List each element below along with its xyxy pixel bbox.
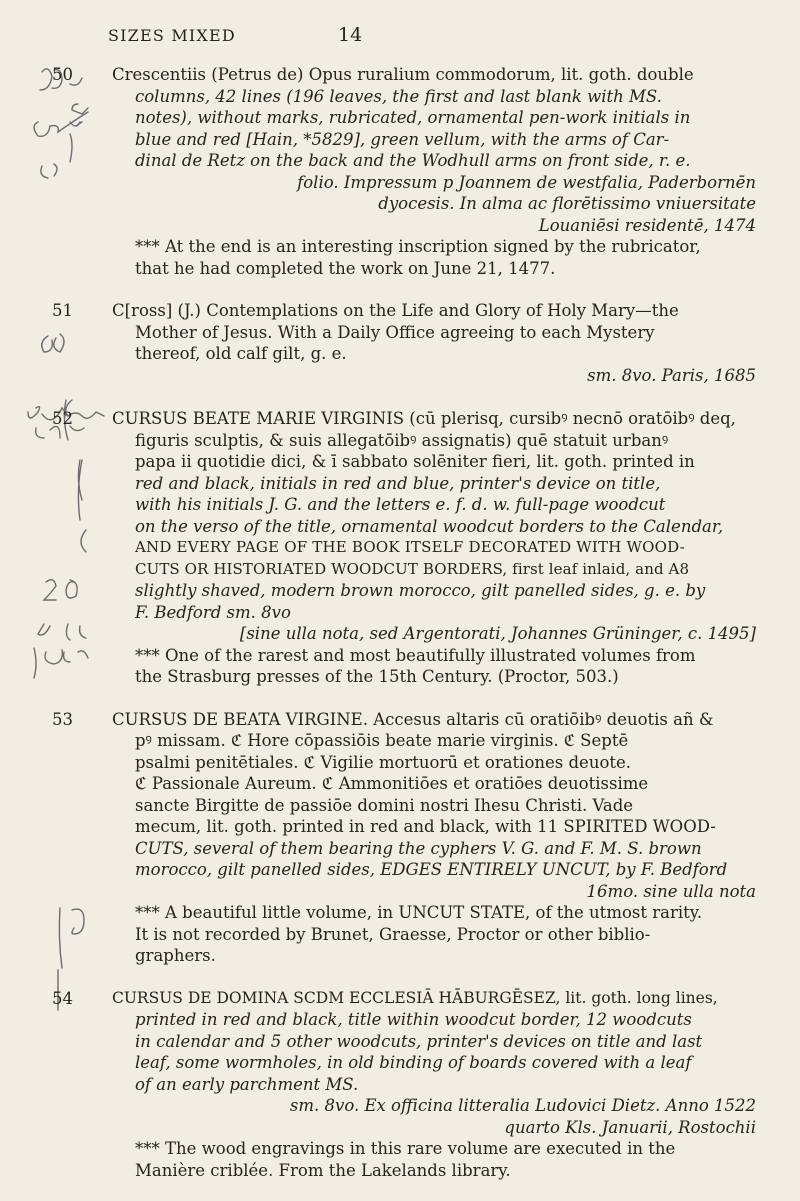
note-line: graphers. (135, 946, 216, 965)
catalogue-entry-52 (0, 408, 800, 688)
entry-line: dinal de Retz on the back and the Wodhull arms on front side, r. e. (135, 151, 691, 170)
entry-line: with his initials J. G. and the letters e. f. d. w. full-page woodcut (135, 495, 666, 514)
entry-body (112, 408, 756, 688)
entry-line: CUTS, several of them bearing the cyphers V. G. and F. M. S. brown (135, 838, 702, 858)
lot-number: 53 (52, 709, 73, 729)
note-line: *** One of the rarest and most beautifully illustrated volumes from (135, 645, 696, 665)
entry-line: CURSUS DE DOMINA SCDM ECCLESIĀ HĀBURGĒSEZ, lit. goth. long lines, (112, 988, 718, 1007)
entry-line: Crescentiis (Petrus de) Opus ruralium commodorum, lit. goth. double (112, 65, 694, 84)
entry-line: F. Bedford sm. 8vo (135, 602, 291, 622)
entry-line: Louaniēsi residentē, 1474 (538, 215, 756, 235)
section-title: SIZES MIXED (108, 26, 236, 45)
note-line: *** At the end is an interesting inscription signed by the rubricator, (135, 237, 701, 256)
entry-line: sm. 8vo. Ex officina litteralia Ludovici Dietz. Anno 1522 (289, 1096, 756, 1115)
entry-body (112, 988, 756, 1182)
note-line: It is not recorded by Brunet, Graesse, Proctor or other biblio- (135, 924, 651, 944)
lot-number: 50 (52, 65, 73, 84)
entry-line: red and black, initials in red and blue, printer's device on title, (135, 473, 661, 493)
entry-line: printed in red and black, title within woodcut border, 12 woodcuts (135, 1010, 692, 1029)
entry-line: Mother of Jesus. With a Daily Office agreeing to each Mystery (135, 322, 655, 342)
page-number: 14 (338, 24, 363, 46)
entry-line: mecum, lit. goth. printed in red and black, with 11 SPIRITED WOOD- (135, 817, 716, 836)
lot-number: 51 (52, 301, 73, 320)
entry-line: sm. 8vo. Paris, 1685 (587, 365, 756, 385)
entry-line: ℭ Passionale Aureum. ℭ Ammonitiōes et oratiōes deuotissime (135, 774, 649, 793)
entry-line: CURSUS BEATE MARIE VIRGINIS (cū plerisq, cursibꝰ necnō oratōibꝰ deq, (112, 409, 736, 428)
entry-line: blue and red [Hain, *5829], green vellum, with the arms of Car- (135, 129, 670, 149)
entry-body (112, 709, 756, 967)
entry-body (112, 300, 756, 386)
entry-line: columns, 42 lines (196 leaves, the first and last blank with MS. (135, 86, 662, 106)
note-line: the Strasburg presses of the 15th Century. (Proctor, 503.) (135, 667, 619, 686)
entry-line: C[ross] (J.) Contemplations on the Life and Glory of Holy Mary—the (112, 301, 679, 320)
entry-line: on the verso of the title, ornamental woodcut borders to the Calendar, (135, 516, 724, 536)
entry-line: pꝰ missam. ℭ Hore cōpassiōis beate marie virginis. ℭ Septē (135, 731, 629, 750)
entry-line: papa ii quotidie dici, & ī sabbato solēniter fieri, lit. goth. printed in (135, 452, 695, 471)
entry-line: figuris sculptis, & suis allegatōibꝰ assignatis) quē statuit urbanꝰ (135, 430, 669, 450)
entry-line: leaf, some wormholes, in old binding of boards covered with a leaf (135, 1053, 692, 1072)
entry-line: quarto Kls. Januarii, Rostochii (504, 1117, 756, 1137)
entry-line: dyocesis. In alma ac florētissimo vniuersitate (378, 194, 756, 213)
entry-line: sancte Birgitte de passiōe domini nostri Ihesu Christi. Vade (135, 795, 634, 815)
entry-line: CUTS OR HISTORIATED WOODCUT BORDERS, first leaf inlaid, and A8 (135, 559, 690, 578)
catalogue-entry-51 (0, 300, 800, 386)
page-header (108, 26, 748, 45)
catalogue-entry-53 (0, 709, 800, 967)
entry-line: in calendar and 5 other woodcuts, printer's devices on title and last (135, 1031, 703, 1051)
entry-line: [sine ulla nota, sed Argentorati, Johannes Grüninger, c. 1495] (239, 624, 756, 643)
entry-line: thereof, old calf gilt, g. e. (135, 344, 347, 363)
entry-line: AND EVERY PAGE OF THE BOOK ITSELF DECORATED WITH WOOD- (135, 538, 685, 556)
entry-line: morocco, gilt panelled sides, EDGES ENTIRELY UNCUT, by F. Bedford (135, 860, 728, 879)
entry-line: notes), without marks, rubricated, ornamental pen-work initials in (135, 108, 691, 127)
entry-line: 16mo. sine ulla nota (586, 881, 756, 901)
catalogue-entry-54 (0, 988, 800, 1182)
note-line: Manière criblée. From the Lakelands library. (135, 1160, 511, 1180)
entry-line: CURSUS DE BEATA VIRGINE. Accesus altaris cū oratiōibꝰ deuotis añ & (112, 709, 714, 729)
note-line: *** The wood engravings in this rare volume are executed in the (135, 1139, 676, 1158)
lot-number: 52 (52, 409, 73, 428)
entry-line: folio. Impressum p Joannem de westfalia, Paderbornēn (297, 172, 756, 192)
catalogue-entry-50 (0, 64, 800, 279)
entry-body (112, 64, 756, 279)
note-line: *** A beautiful little volume, in UNCUT STATE, of the utmost rarity. (135, 903, 703, 922)
entry-line: psalmi penitētiales. ℭ Vigilie mortuorū et orationes deuote. (135, 752, 632, 772)
entry-line: of an early parchment MS. (135, 1074, 359, 1094)
catalogue-entries (0, 64, 800, 1201)
note-line: that he had completed the work on June 21, 1477. (135, 258, 556, 278)
entry-line: slightly shaved, modern brown morocco, gilt panelled sides, g. e. by (135, 581, 706, 600)
lot-number: 54 (52, 988, 73, 1008)
